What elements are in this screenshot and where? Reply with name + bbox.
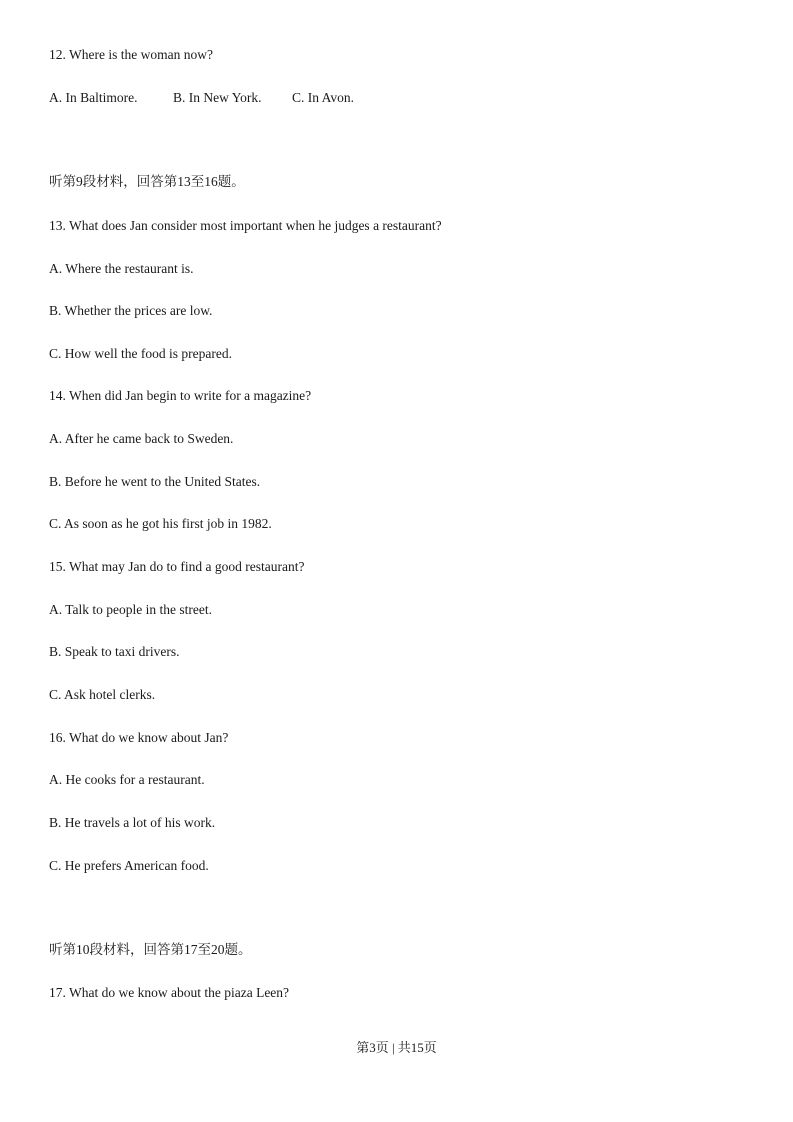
question-14-option-a: A. After he came back to Sweden. xyxy=(49,431,234,446)
question-16-option-c: C. He prefers American food. xyxy=(49,858,209,873)
question-13: 13. What does Jan consider most important when he judges a restaurant? xyxy=(49,218,442,233)
option-a: A. In Baltimore. xyxy=(49,90,138,105)
question-14-option-c: C. As soon as he got his first job in 1982. xyxy=(49,516,272,531)
question-12-options xyxy=(49,89,354,107)
section-heading-10: 听第10段材料，回答第17至20题。 xyxy=(49,942,252,957)
section-heading-9: 听第9段材料，回答第13至16题。 xyxy=(49,174,245,189)
question-16-option-b: B. He travels a lot of his work. xyxy=(49,815,216,830)
question-13-option-c: C. How well the food is prepared. xyxy=(49,346,232,361)
question-12: 12. Where is the woman now? xyxy=(49,47,213,62)
option-b: B. In New York. xyxy=(173,90,262,105)
question-17: 17. What do we know about the piaza Leen? xyxy=(49,985,290,1000)
page-footer: 第3页 | 共15页 xyxy=(356,1040,437,1055)
question-15-option-c: C. Ask hotel clerks. xyxy=(49,687,156,702)
question-15-option-a: A. Talk to people in the street. xyxy=(49,602,213,617)
option-c: C. In Avon. xyxy=(292,90,355,105)
question-13-option-a: A. Where the restaurant is. xyxy=(49,261,194,276)
question-16-option-a: A. He cooks for a restaurant. xyxy=(49,772,205,787)
question-15: 15. What may Jan do to find a good restaurant? xyxy=(49,559,305,574)
question-16: 16. What do we know about Jan? xyxy=(49,730,229,745)
question-14-option-b: B. Before he went to the United States. xyxy=(49,474,261,489)
question-14: 14. When did Jan begin to write for a magazine? xyxy=(49,388,312,403)
question-15-option-b: B. Speak to taxi drivers. xyxy=(49,644,180,659)
question-13-option-b: B. Whether the prices are low. xyxy=(49,303,213,318)
